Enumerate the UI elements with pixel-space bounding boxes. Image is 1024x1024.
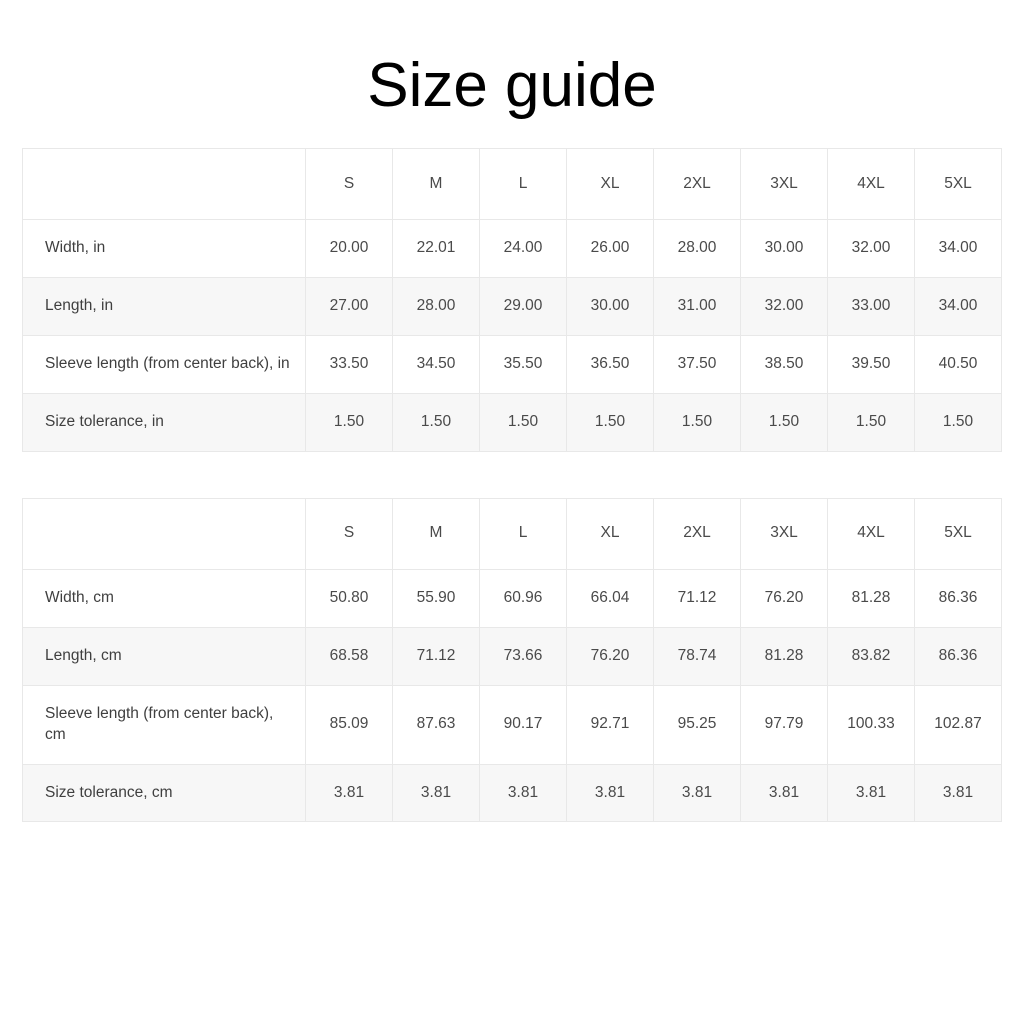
header-cell-xl: XL	[567, 498, 654, 569]
cell-value: 1.50	[741, 393, 828, 451]
cell-value: 3.81	[306, 764, 393, 822]
cell-value: 1.50	[828, 393, 915, 451]
page-title: Size guide	[367, 51, 657, 120]
cell-value: 81.28	[741, 627, 828, 685]
header-cell-m: M	[393, 149, 480, 220]
header-cell-2xl: 2XL	[654, 149, 741, 220]
row-label: Length, cm	[23, 627, 306, 685]
header-cell-2xl: 2XL	[654, 498, 741, 569]
table-row	[23, 220, 1002, 278]
cell-value: 3.81	[828, 764, 915, 822]
cell-value: 28.00	[393, 278, 480, 336]
cell-value: 60.96	[480, 569, 567, 627]
header-cell-m: M	[393, 498, 480, 569]
cell-value: 3.81	[741, 764, 828, 822]
cell-value: 33.00	[828, 278, 915, 336]
header-cell-5xl: 5XL	[915, 149, 1002, 220]
table-row	[23, 278, 1002, 336]
header-cell-5xl: 5XL	[915, 498, 1002, 569]
row-label: Size tolerance, in	[23, 393, 306, 451]
table-row	[23, 393, 1002, 451]
cell-value: 39.50	[828, 336, 915, 394]
row-label: Length, in	[23, 278, 306, 336]
cell-value: 38.50	[741, 336, 828, 394]
table-header-row	[23, 149, 1002, 220]
cell-value: 92.71	[567, 685, 654, 764]
cell-value: 3.81	[915, 764, 1002, 822]
cell-value: 32.00	[741, 278, 828, 336]
row-label: Size tolerance, cm	[23, 764, 306, 822]
cell-value: 34.50	[393, 336, 480, 394]
cell-value: 26.00	[567, 220, 654, 278]
cell-value: 83.82	[828, 627, 915, 685]
cell-value: 71.12	[654, 569, 741, 627]
size-table-centimeters	[22, 498, 1002, 823]
row-label: Width, cm	[23, 569, 306, 627]
cell-value: 102.87	[915, 685, 1002, 764]
table-row	[23, 336, 1002, 394]
cell-value: 40.50	[915, 336, 1002, 394]
cell-value: 81.28	[828, 569, 915, 627]
cell-value: 73.66	[480, 627, 567, 685]
cell-value: 20.00	[306, 220, 393, 278]
cell-value: 71.12	[393, 627, 480, 685]
cell-value: 35.50	[480, 336, 567, 394]
cell-value: 29.00	[480, 278, 567, 336]
cell-value: 68.58	[306, 627, 393, 685]
header-cell-3xl: 3XL	[741, 498, 828, 569]
cell-value: 33.50	[306, 336, 393, 394]
cell-value: 100.33	[828, 685, 915, 764]
cell-value: 1.50	[306, 393, 393, 451]
cell-value: 37.50	[654, 336, 741, 394]
cell-value: 32.00	[828, 220, 915, 278]
table-header-row	[23, 498, 1002, 569]
size-table-inches-wrapper	[22, 148, 1002, 452]
cell-value: 27.00	[306, 278, 393, 336]
header-corner-cell	[23, 498, 306, 569]
header-cell-s: S	[306, 149, 393, 220]
table-header-centimeters	[23, 498, 1002, 569]
cell-value: 30.00	[567, 278, 654, 336]
header-cell-l: L	[480, 149, 567, 220]
cell-value: 34.00	[915, 220, 1002, 278]
table-body-inches	[23, 220, 1002, 452]
row-label: Sleeve length (from center back), cm	[23, 685, 306, 764]
cell-value: 1.50	[393, 393, 480, 451]
table-row	[23, 569, 1002, 627]
cell-value: 76.20	[741, 569, 828, 627]
table-row	[23, 685, 1002, 764]
cell-value: 76.20	[567, 627, 654, 685]
cell-value: 1.50	[480, 393, 567, 451]
table-body-centimeters	[23, 569, 1002, 822]
header-cell-4xl: 4XL	[828, 498, 915, 569]
cell-value: 30.00	[741, 220, 828, 278]
cell-value: 87.63	[393, 685, 480, 764]
cell-value: 85.09	[306, 685, 393, 764]
cell-value: 97.79	[741, 685, 828, 764]
cell-value: 36.50	[567, 336, 654, 394]
row-label: Width, in	[23, 220, 306, 278]
cell-value: 3.81	[393, 764, 480, 822]
table-header-inches	[23, 149, 1002, 220]
cell-value: 22.01	[393, 220, 480, 278]
cell-value: 95.25	[654, 685, 741, 764]
cell-value: 34.00	[915, 278, 1002, 336]
cell-value: 1.50	[915, 393, 1002, 451]
header-cell-l: L	[480, 498, 567, 569]
table-row	[23, 627, 1002, 685]
cell-value: 55.90	[393, 569, 480, 627]
cell-value: 1.50	[654, 393, 741, 451]
cell-value: 90.17	[480, 685, 567, 764]
row-label: Sleeve length (from center back), in	[23, 336, 306, 394]
cell-value: 28.00	[654, 220, 741, 278]
cell-value: 3.81	[480, 764, 567, 822]
size-table-centimeters-wrapper	[22, 498, 1002, 823]
header-cell-3xl: 3XL	[741, 149, 828, 220]
cell-value: 24.00	[480, 220, 567, 278]
header-corner-cell	[23, 149, 306, 220]
header-cell-s: S	[306, 498, 393, 569]
header-cell-xl: XL	[567, 149, 654, 220]
cell-value: 66.04	[567, 569, 654, 627]
cell-value: 3.81	[567, 764, 654, 822]
cell-value: 1.50	[567, 393, 654, 451]
cell-value: 86.36	[915, 627, 1002, 685]
header-cell-4xl: 4XL	[828, 149, 915, 220]
cell-value: 86.36	[915, 569, 1002, 627]
cell-value: 50.80	[306, 569, 393, 627]
size-table-inches	[22, 148, 1002, 452]
cell-value: 78.74	[654, 627, 741, 685]
table-row	[23, 764, 1002, 822]
cell-value: 31.00	[654, 278, 741, 336]
cell-value: 3.81	[654, 764, 741, 822]
